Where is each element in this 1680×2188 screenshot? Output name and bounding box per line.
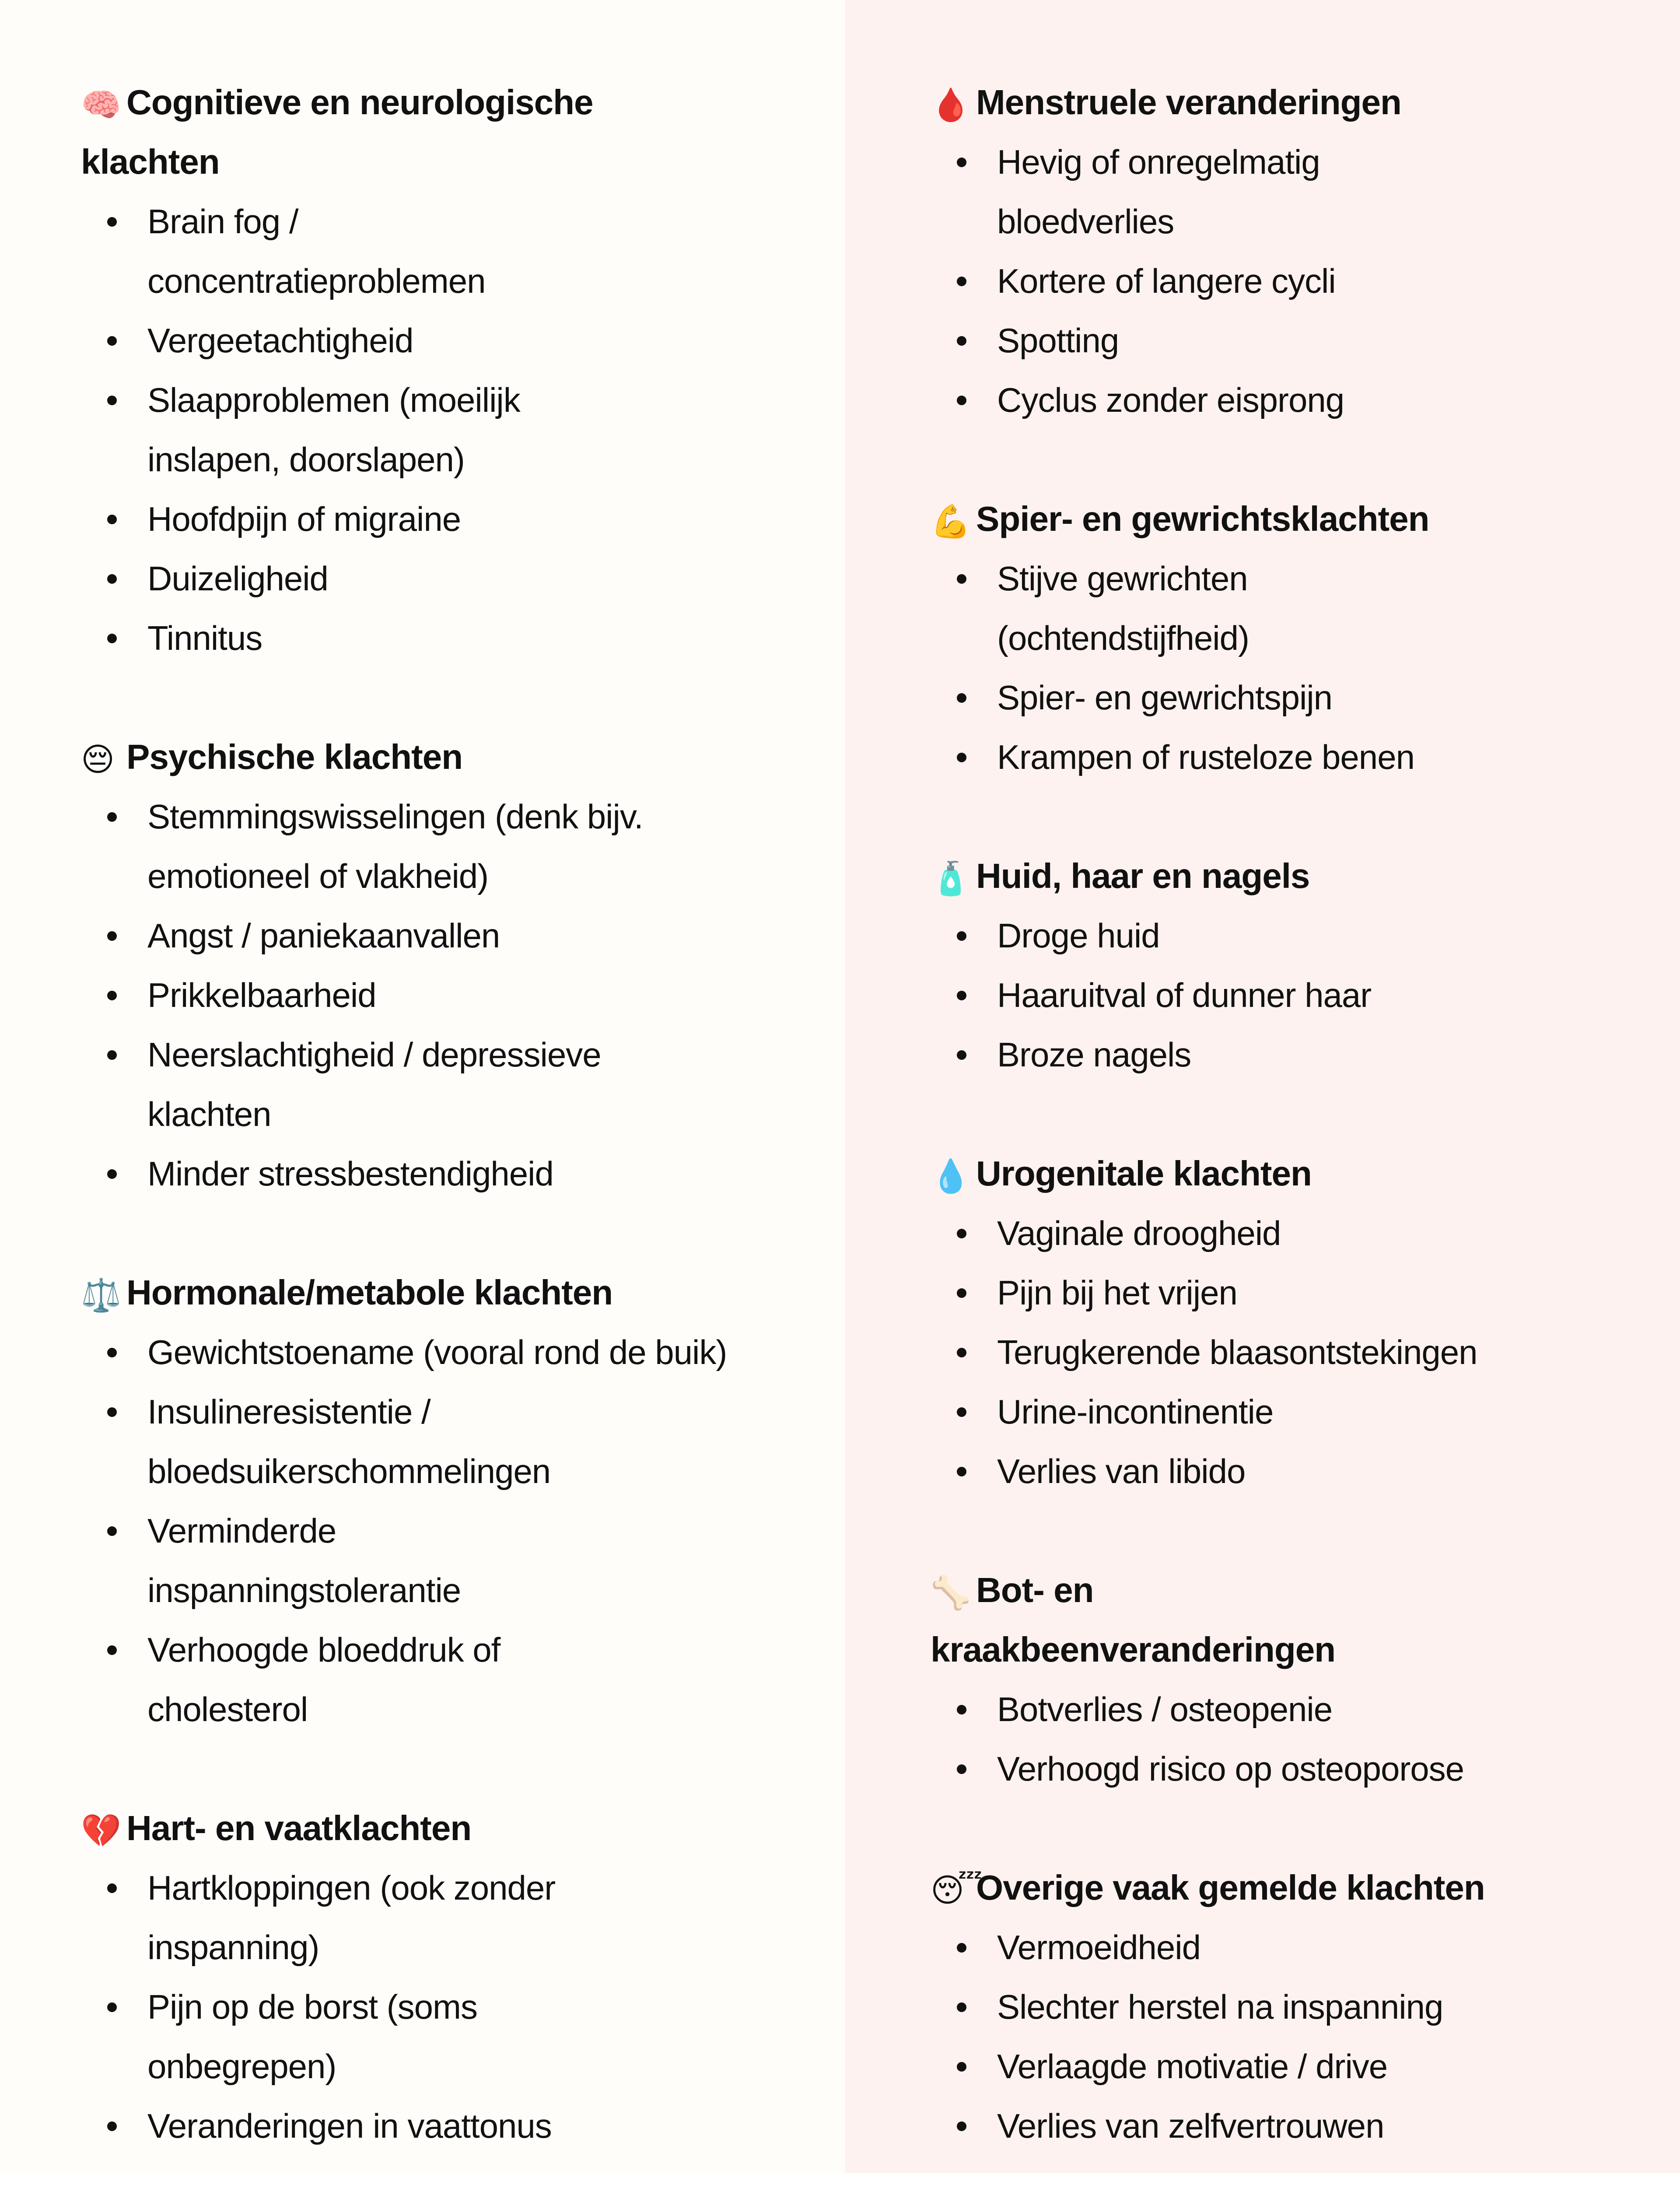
list-item: Verlaagde motivatie / drive [997, 2037, 1662, 2096]
list-item: Verminderde inspanningstolerantie [147, 1501, 607, 1620]
list-item: Vermoeidheid [997, 1918, 1662, 1977]
section-title-text: Hormonale/metabole klachten [126, 1273, 613, 1312]
list-item: Gewichtstoename (vooral rond de buik) [147, 1322, 760, 1382]
section-hormonal [81, 1263, 828, 1739]
list-item: Prikkelbaarheid [147, 965, 828, 1025]
list-item: Stijve gewrichten (ochtendstijfheid) [997, 549, 1391, 668]
symptom-list [931, 1918, 1662, 2156]
list-item: Haaruitval of dunner haar [997, 965, 1662, 1025]
symptom-list [931, 132, 1662, 430]
list-item: Hoofdpijn of migraine [147, 489, 828, 549]
symptom-list [931, 549, 1662, 787]
symptom-list [81, 787, 828, 1203]
section-title-text: Bot- en kraakbeenveranderingen [931, 1571, 1336, 1669]
section-title-text: Urogenitale klachten [976, 1154, 1312, 1193]
list-item: Verhoogd risico op osteoporose [997, 1739, 1662, 1799]
list-item: Tinnitus [147, 608, 828, 668]
section-title [81, 73, 693, 192]
section-cognitive [81, 73, 828, 668]
brain-icon: 🧠 [81, 87, 121, 123]
list-item: Duizeligheid [147, 549, 828, 608]
left-column [0, 0, 845, 2173]
blood-drop-icon: 🩸 [931, 87, 971, 123]
section-title [81, 1263, 828, 1322]
section-cardiovascular [81, 1799, 828, 2156]
section-title-text: Huid, haar en nagels [976, 856, 1310, 895]
list-item: Slaapproblemen (moeilijk inslapen, doorslapen) [147, 370, 607, 489]
list-item: Verlies van zelfvertrouwen [997, 2096, 1662, 2156]
section-skin-hair-nails [931, 846, 1662, 1084]
section-title [931, 1560, 1456, 1680]
list-item: Spotting [997, 311, 1662, 370]
list-item: Verlies van libido [997, 1441, 1662, 1501]
list-item: Minder stressbestendigheid [147, 1144, 828, 1203]
symptom-list [931, 1203, 1662, 1501]
symptom-list [81, 192, 828, 668]
list-item: Broze nagels [997, 1025, 1662, 1084]
list-item: Urine-incontinentie [997, 1382, 1662, 1441]
list-item: Krampen of rusteloze benen [997, 727, 1662, 787]
section-psychological [81, 727, 828, 1203]
list-item: Vergeetachtigheid [147, 311, 828, 370]
symptom-list [81, 1858, 828, 2156]
symptom-list [931, 906, 1662, 1084]
lotion-bottle-icon: 🧴 [931, 860, 971, 897]
section-urogenital [931, 1144, 1662, 1501]
list-item: Cyclus zonder eisprong [997, 370, 1662, 430]
list-item: Veranderingen in vaattonus [147, 2096, 828, 2156]
bone-icon: 🦴 [931, 1574, 971, 1611]
section-bone-cartilage [931, 1560, 1662, 1799]
section-menstrual [931, 73, 1662, 430]
section-other [931, 1858, 1662, 2156]
list-item: Spier- en gewrichtspijn [997, 668, 1662, 727]
list-item: Vaginale droogheid [997, 1203, 1662, 1263]
list-item: Slechter herstel na inspanning [997, 1977, 1662, 2037]
list-item: Terugkerende blaasontstekingen [997, 1322, 1662, 1382]
section-title-text: Cognitieve en neurologische klachten [81, 83, 593, 181]
list-item: Pijn op de borst (soms onbegrepen) [147, 1977, 585, 2096]
symptom-list [931, 1680, 1662, 1799]
section-title-text: Spier- en gewrichtsklachten [976, 499, 1429, 538]
list-item: Kortere of langere cycli [997, 251, 1662, 311]
section-title-text: Psychische klachten [126, 737, 463, 776]
list-item: Neerslachtigheid / depressieve klachten [147, 1025, 707, 1144]
section-title-text: Overige vaak gemelde klachten [976, 1868, 1485, 1907]
droplet-icon: 💧 [931, 1158, 971, 1194]
section-title [931, 73, 1662, 132]
section-title [931, 1144, 1662, 1203]
list-item: Angst / paniekaanvallen [147, 906, 828, 965]
broken-heart-icon: 💔 [81, 1813, 121, 1849]
list-item: Stemmingswisselingen (denk bijv. emotioneel of vlakheid) [147, 787, 751, 906]
list-item: Botverlies / osteopenie [997, 1680, 1662, 1739]
section-title-text: Hart- en vaatklachten [126, 1809, 472, 1848]
flexed-biceps-icon: 💪 [931, 503, 971, 540]
section-muscle-joint [931, 489, 1662, 787]
section-title-text: Menstruele veranderingen [976, 83, 1401, 122]
list-item: Pijn bij het vrijen [997, 1263, 1662, 1322]
list-item: Insulineresistentie / bloedsuikerschommelingen [147, 1382, 607, 1501]
balance-scale-icon: ⚖️ [81, 1277, 121, 1313]
list-item: Droge huid [997, 906, 1662, 965]
section-title [931, 489, 1662, 549]
sleeping-face-icon: 😴 [931, 1872, 982, 1908]
section-title [81, 1799, 828, 1858]
section-title [931, 1858, 1662, 1918]
list-item: Brain fog / concentratieproblemen [147, 192, 585, 311]
right-column [845, 0, 1680, 2173]
symptom-list [81, 1322, 828, 1739]
pensive-face-icon: 😔 [81, 741, 115, 778]
list-item: Hartkloppingen (ook zonder inspanning) [147, 1858, 651, 1977]
section-title [931, 846, 1662, 906]
list-item: Verhoogde bloeddruk of cholesterol [147, 1620, 607, 1739]
section-title [81, 727, 828, 787]
list-item: Hevig of onregelmatig bloedverlies [997, 132, 1413, 251]
